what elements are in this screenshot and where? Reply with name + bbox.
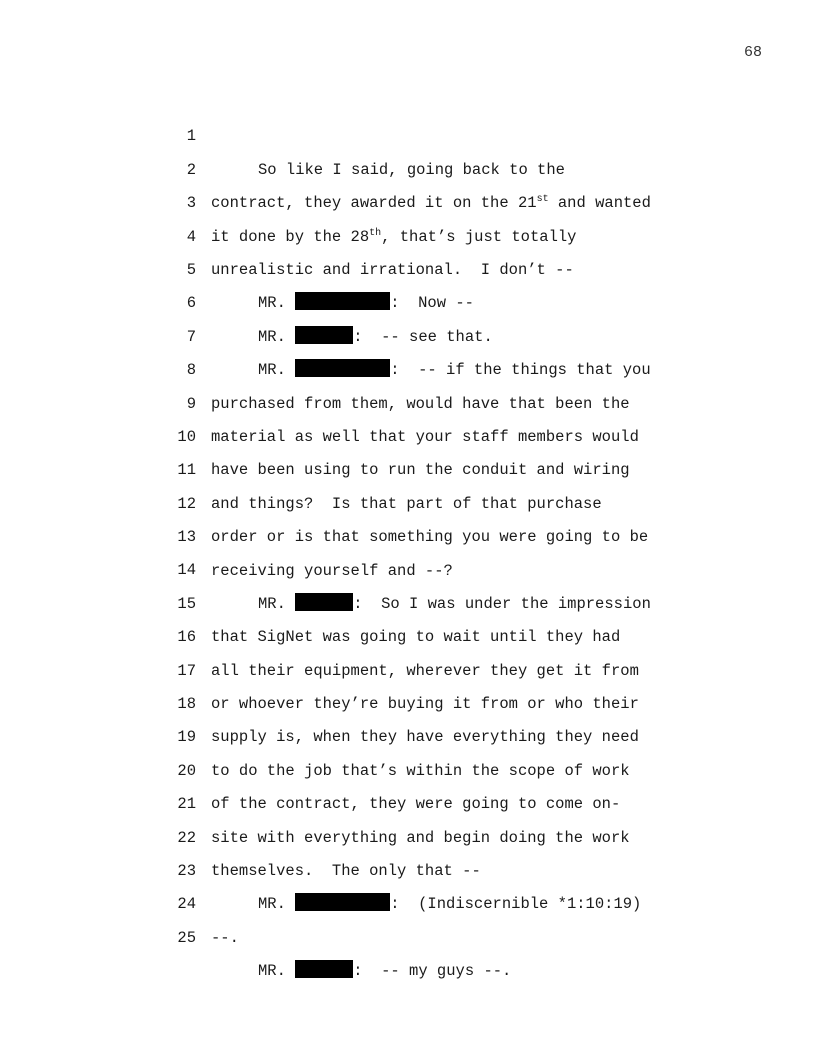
line-text: site with everything and begin doing the work <box>211 828 630 847</box>
line-text: material as well that your staff members would <box>211 427 639 446</box>
speaker-prefix: MR. <box>258 594 296 613</box>
line-text: unrealistic and irrational. I don’t -- <box>211 260 574 279</box>
line-text: have been using to run the conduit and wiring <box>211 461 630 480</box>
line-text-content: : (Indiscernible *1:10:19) <box>390 895 642 914</box>
line-text-content: So like I said, going back to the <box>258 160 565 179</box>
line-text: that SigNet was going to wait until they had <box>211 628 621 647</box>
transcript-line <box>0 87 816 179</box>
line-number: 13 <box>177 528 196 547</box>
transcript-line <box>0 888 816 981</box>
line-number: 12 <box>177 494 196 513</box>
line-number: 17 <box>177 661 196 680</box>
line-number: 4 <box>186 227 196 246</box>
line-number: 2 <box>186 160 196 179</box>
line-text-content: and wanted <box>548 194 651 213</box>
page-number: 68 <box>743 44 762 61</box>
line-number: 15 <box>177 594 196 613</box>
line-number: 7 <box>186 327 196 346</box>
line-number: 21 <box>177 795 196 814</box>
line-number: 11 <box>177 461 196 480</box>
line-text: to do the job that’s within the scope of work <box>211 761 630 780</box>
line-number: 25 <box>177 928 196 947</box>
speaker-prefix: MR. <box>258 294 296 313</box>
line-number: 3 <box>186 194 196 213</box>
line-text: receiving yourself and --? <box>211 561 453 580</box>
ordinal-suffix: th <box>369 227 382 239</box>
line-text: themselves. The only that -- <box>211 862 481 881</box>
line-number: 16 <box>177 628 196 647</box>
line-text-content: : So I was under the impression <box>353 594 651 613</box>
line-text-content: , that’s just totally <box>381 227 577 246</box>
line-number: 22 <box>177 828 196 847</box>
ordinal-suffix: st <box>536 194 549 206</box>
line-number: 6 <box>186 294 196 313</box>
speaker-prefix: MR. <box>258 962 296 981</box>
speaker-prefix: MR. <box>258 895 296 914</box>
line-text: --. <box>211 928 239 947</box>
line-text: and things? Is that part of that purchase <box>211 494 602 513</box>
line-text-content: : Now -- <box>390 294 474 313</box>
line-number: 10 <box>177 427 196 446</box>
line-text-content: it done by the 28 <box>211 227 370 246</box>
line-number: 20 <box>177 761 196 780</box>
line-number: 5 <box>186 260 196 279</box>
line-number: 23 <box>177 862 196 880</box>
line-text: all their equipment, wherever they get it from <box>211 661 639 680</box>
line-number: 1 <box>186 127 196 146</box>
line-number: 9 <box>186 394 196 413</box>
line-text: order or is that something you were going to be <box>211 528 649 547</box>
line-number: 8 <box>186 361 196 380</box>
line-text-content: : -- see that. <box>353 327 493 346</box>
line-text: supply is, when they have everything they need <box>211 728 639 747</box>
line-number: 19 <box>177 728 196 747</box>
line-text: of the contract, they were going to come on- <box>211 795 621 814</box>
line-text: purchased from them, would have that been the <box>211 394 630 413</box>
line-text: or whoever they’re buying it from or who their <box>211 695 639 714</box>
redaction-bar <box>295 960 353 978</box>
speaker-prefix: MR. <box>258 361 296 380</box>
line-number: 14 <box>177 561 196 580</box>
line-text-content: : -- my guys --. <box>353 962 512 981</box>
transcript-body <box>0 87 816 981</box>
line-text-content: contract, they awarded it on the 21 <box>211 194 537 213</box>
line-text <box>211 955 511 988</box>
line-text-content: : -- if the things that you <box>390 361 651 380</box>
line-number: 18 <box>177 695 196 714</box>
line-number: 24 <box>177 895 196 914</box>
speaker-prefix: MR. <box>258 327 296 346</box>
